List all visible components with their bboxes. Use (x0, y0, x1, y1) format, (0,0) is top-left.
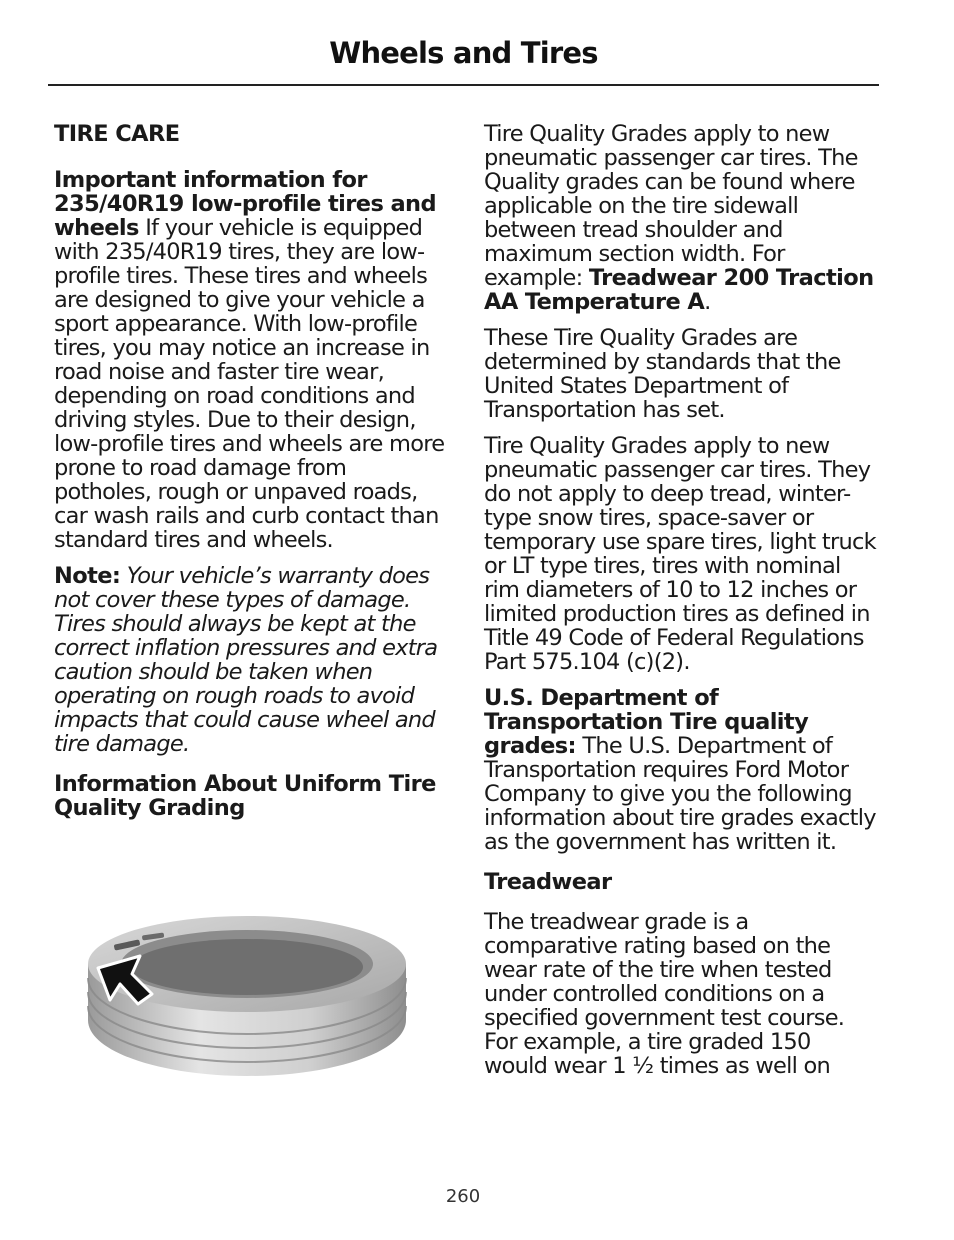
note-label: Note: (54, 563, 121, 589)
low-profile-lead: Important information for 235/40R19 low-profile tires and wheels (54, 167, 436, 241)
uniform-grading-heading: Information About Uniform Tire Quality Grading (54, 771, 436, 821)
tire-sidewall-arrow-icon (82, 912, 412, 1080)
dot-grades-paragraph (484, 686, 876, 854)
title-divider (48, 84, 879, 86)
treadwear-paragraph: The treadwear grade is a comparative rating based on the wear rate of the tire when tested under controlled conditions on a specified government test course. For example, a tire graded 150 would wear 1 ½ times as well on (484, 909, 845, 1079)
right-column (484, 122, 876, 1090)
dot-grades-text: The U.S. Department of Transportation requires Ford Motor Company to give you the following information about tire grades exactly as the government has written it. (484, 733, 876, 855)
quality-grades-example: Treadwear 200 Traction AA Temperature A (484, 265, 874, 315)
page-title: Wheels and Tires (329, 36, 598, 70)
standards-paragraph: These Tire Quality Grades are determined by standards that the United States Department of Transportation has set. (484, 325, 841, 423)
left-column (54, 122, 446, 832)
section-heading-tire-care: TIRE CARE (54, 121, 180, 147)
quality-grades-paragraph (484, 122, 876, 314)
note-text: Your vehicle’s warranty does not cover these types of damage. Tires should always be kept at the correct inflation pressures and extra caution should be taken when operating on rough roads to avoid impacts that could cause wheel and tire damage. (54, 563, 438, 757)
low-profile-text: If your vehicle is equipped with 235/40R19 tires, they are low-profile tires. These tires and wheels are designed to give your vehicle a sport appearance. With low-profile tires, you may notice an increase in road noise and faster tire wear, depending on road conditions and driving styles. Due to their design, low-profile tires and wheels are more prone to road damage from potholes, rough or unpaved roads, car wash rails and curb contact than standard tires and wheels. (54, 215, 445, 553)
treadwear-heading: Treadwear (484, 869, 612, 895)
quality-grades-end: . (704, 289, 711, 315)
low-profile-paragraph (54, 168, 446, 552)
note-paragraph (54, 564, 446, 756)
page-number: 260 (445, 1186, 481, 1207)
dot-grades-lead: U.S. Department of Transportation Tire quality grades: (484, 685, 809, 759)
quality-grades-text: Tire Quality Grades apply to new pneumatic passenger car tires. The Quality grades can be found where applicable on the tire sidewall between tread shoulder and maximum section width. For example: (484, 121, 858, 291)
exclusions-paragraph: Tire Quality Grades apply to new pneumatic passenger car tires. They do not apply to deep tread, winter-type snow tires, space-saver or temporary use spare tires, light truck or LT type tires, tires with nominal rim diameters of 10 to 12 inches or limited production tires as defined in Title 49 Code of Federal Regulations Part 575.104 (c)(2). (484, 433, 876, 675)
